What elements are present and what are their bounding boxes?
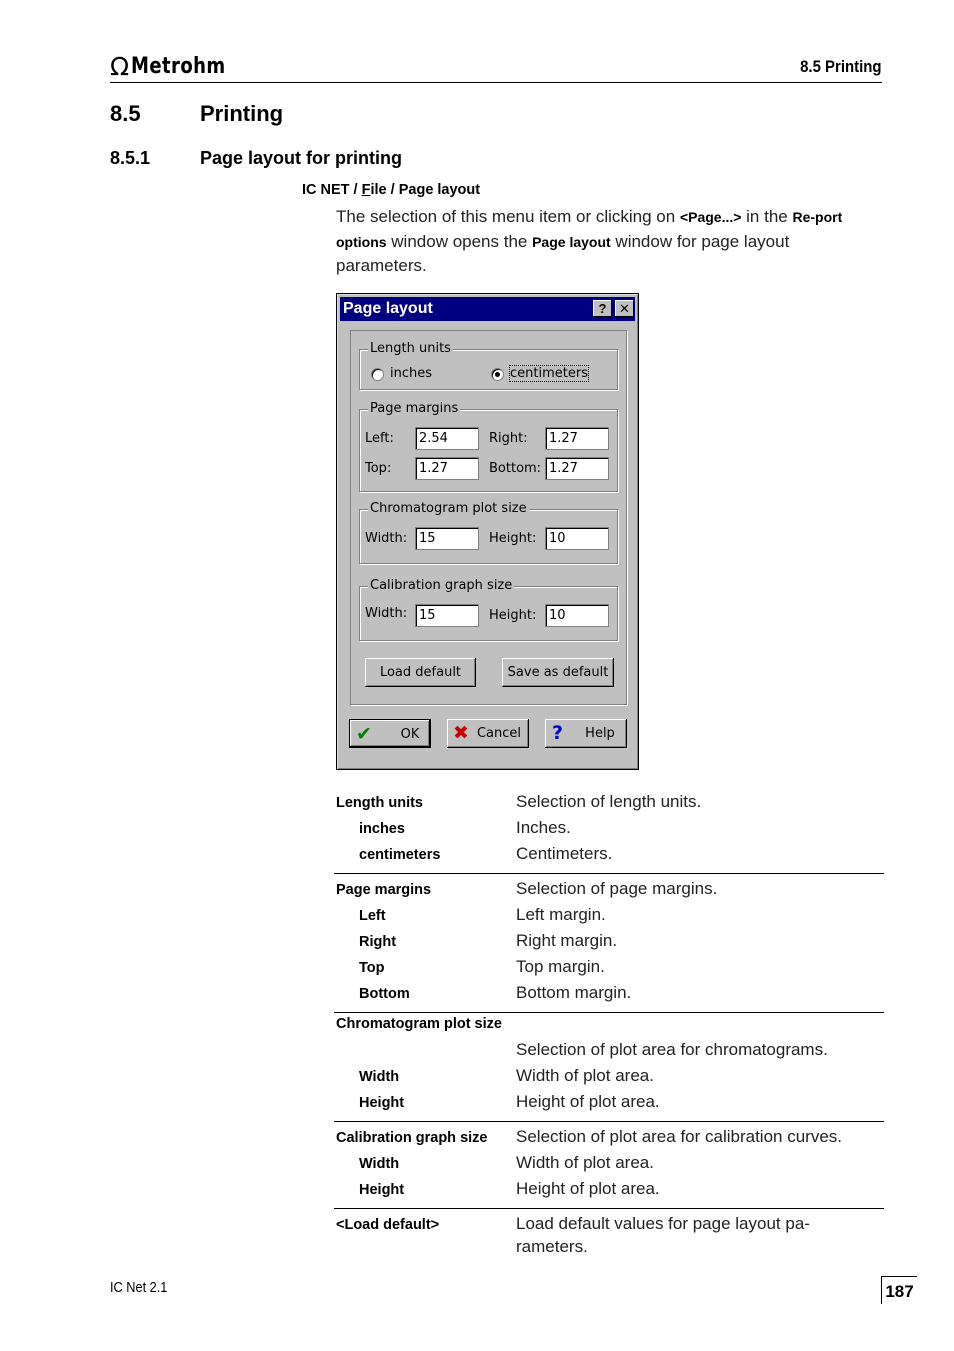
metrohm-logo — [110, 52, 247, 80]
inches-radio-label[interactable]: inches — [390, 366, 433, 381]
footer-product: IC Net 2.1 — [110, 1279, 168, 1296]
question-icon: ? — [552, 722, 564, 744]
parameter-table — [334, 787, 884, 1263]
help-label: Help — [585, 726, 615, 741]
chrom-width-label: Width: — [365, 531, 408, 546]
length-units-legend: Length units — [370, 341, 451, 356]
load-default-button[interactable]: Load default — [365, 658, 476, 687]
close-button[interactable]: ✕ — [615, 300, 634, 317]
help-title-button[interactable]: ? — [593, 300, 612, 317]
section-title: Printing — [200, 101, 284, 126]
param-row: centimeters Centimeters. — [359, 844, 613, 863]
param-row: <Load default> Load default values for page layout pa-rameters. — [336, 1214, 810, 1256]
section-heading — [110, 101, 283, 127]
calib-width-input[interactable]: 15 — [415, 604, 479, 627]
subsection-title: Page layout for printing — [200, 148, 403, 168]
param-row: Height Height of plot area. — [359, 1179, 660, 1198]
page-number: 187 — [881, 1276, 917, 1304]
right-margin-label: Right: — [489, 431, 528, 446]
cancel-button[interactable] — [447, 719, 529, 748]
calib-height-input[interactable]: 10 — [545, 604, 609, 627]
load-default-section — [334, 1209, 884, 1263]
cross-icon: ✖ — [453, 722, 469, 744]
calibration-section — [334, 1122, 884, 1209]
param-row: Left Left margin. — [359, 905, 606, 924]
centimeters-radio[interactable] — [491, 368, 504, 381]
chromatogram-section: Chromatogram plot size Selection of plot area for chromatograms. Width Width of plot area. Height Height of plot area. — [334, 1013, 884, 1122]
checkmark-icon: ✔ — [356, 723, 372, 745]
help-button[interactable] — [545, 719, 627, 748]
chrom-height-input[interactable]: 10 — [545, 527, 609, 550]
dialog-title-bar[interactable] — [340, 297, 635, 321]
chrom-height-label: Height: — [489, 531, 537, 546]
param-row: Page margins Selection of page margins. — [336, 879, 718, 898]
calibration-graph-legend: Calibration graph size — [370, 578, 513, 593]
subsection-heading — [110, 148, 402, 169]
running-header: 8.5 Printing — [800, 57, 882, 76]
param-row: inches Inches. — [359, 818, 571, 837]
top-margin-label: Top: — [365, 461, 392, 476]
length-units-section — [334, 787, 884, 874]
page-margins-group — [359, 401, 618, 492]
menu-path: IC NET / File / Page layout — [302, 182, 481, 198]
page-layout-dialog — [336, 293, 639, 770]
section-number: 8.5 — [110, 101, 141, 126]
param-row: Calibration graph size Selection of plot area for calibration curves. — [336, 1127, 843, 1146]
ok-button[interactable] — [349, 719, 431, 748]
save-as-default-button[interactable]: Save as default — [502, 658, 614, 687]
param-row: Length units Selection of length units. — [336, 792, 702, 811]
calibration-graph-group — [359, 578, 618, 641]
left-margin-label: Left: — [365, 431, 394, 446]
param-row: Width Width of plot area. — [359, 1153, 654, 1172]
chromatogram-plot-group — [359, 501, 618, 564]
intro-paragraph: The selection of this menu item or clicking on <Page...> in the Re-port options window opens the Page layout window for page layout parameters. — [336, 207, 843, 275]
cancel-label: Cancel — [476, 726, 522, 741]
bottom-margin-input[interactable]: 1.27 — [545, 457, 609, 480]
page-margins-section — [334, 874, 884, 1013]
right-margin-input[interactable]: 1.27 — [545, 427, 609, 450]
left-margin-input[interactable]: 2.54 — [415, 427, 479, 450]
param-row: Bottom Bottom margin. — [359, 983, 632, 1002]
param-row: Height Height of plot area. — [359, 1092, 660, 1111]
inches-radio[interactable] — [371, 368, 384, 381]
omega-logo-icon: Ω — [110, 51, 130, 81]
param-row: Top Top margin. — [359, 957, 605, 976]
subsection-number: 8.5.1 — [110, 148, 151, 168]
bottom-margin-label: Bottom: — [489, 461, 542, 476]
chrom-width-input[interactable]: 15 — [415, 527, 479, 550]
param-row: Right Right margin. — [359, 931, 618, 950]
calib-width-label: Width: — [365, 606, 408, 621]
chromatogram-plot-legend: Chromatogram plot size — [370, 501, 527, 516]
dialog-title: Page layout — [343, 300, 433, 317]
ok-label: OK — [400, 727, 420, 742]
settings-panel — [350, 330, 627, 705]
centimeters-radio-label[interactable]: centimeters — [510, 366, 588, 381]
top-margin-input[interactable]: 1.27 — [415, 457, 479, 480]
header-rule — [110, 82, 882, 83]
logo-text: Metrohm — [131, 53, 226, 79]
param-row: Selection of plot area for chromatograms. — [516, 1040, 828, 1059]
length-units-group — [359, 341, 618, 390]
calib-height-label: Height: — [489, 608, 537, 623]
param-row: Width Width of plot area. — [359, 1066, 654, 1085]
page-margins-legend: Page margins — [370, 401, 459, 416]
radio-selected-dot — [495, 372, 500, 377]
